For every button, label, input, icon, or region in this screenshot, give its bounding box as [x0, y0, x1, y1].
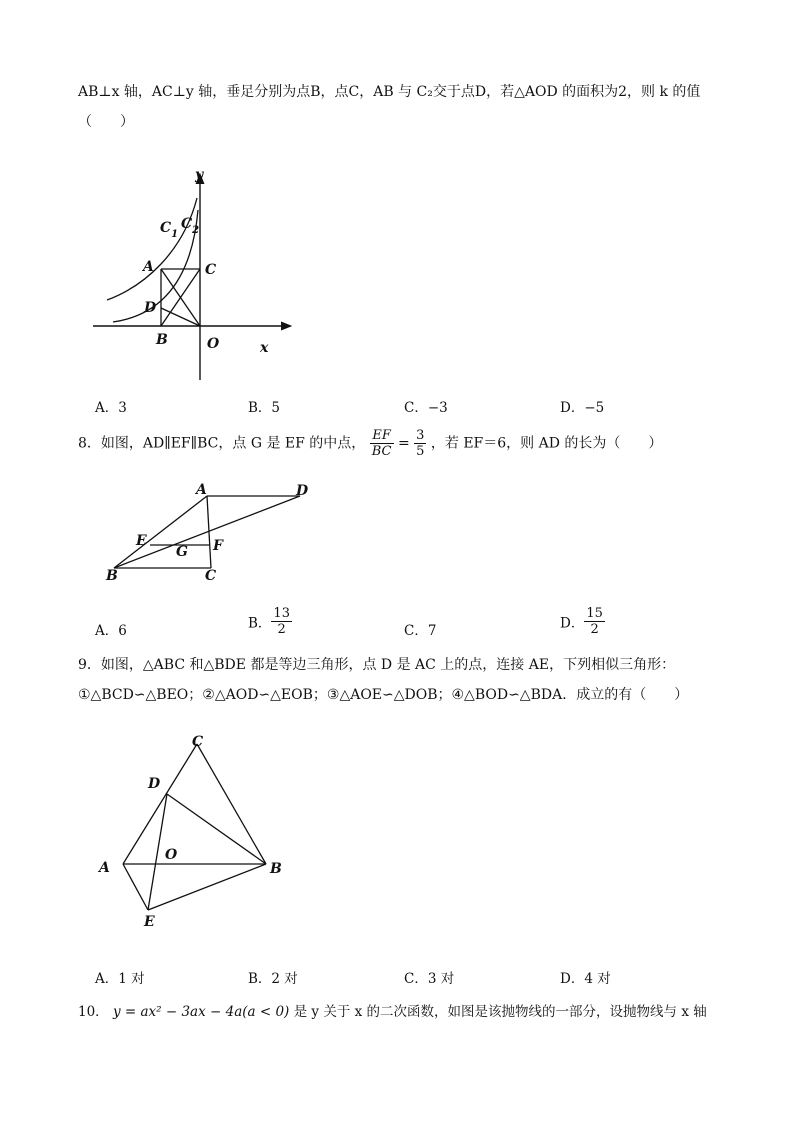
q10-body: 是 y 关于 x 的二次函数，如图是该抛物线的一部分，设抛物线与 x 轴: [293, 1004, 707, 1020]
q9-segment-db: [167, 794, 266, 864]
q8-segment-ab: [114, 496, 207, 568]
q9-label-b: B: [270, 861, 282, 877]
q8-option-c[interactable]: C．7: [404, 623, 437, 639]
q9-option-a[interactable]: A．1 对: [95, 971, 145, 987]
q10-formula: y = ax² − 3ax − 4a(a < 0): [112, 1004, 290, 1020]
q8-ratio-fraction: $\frac{EF}{BC}$: [371, 428, 392, 459]
q8-label-b: B: [106, 568, 118, 584]
q7-label-c: C: [205, 262, 217, 278]
q9-label-o: O: [165, 847, 178, 863]
q8-label-f: F: [213, 538, 223, 554]
q7-label-o: O: [207, 336, 220, 352]
q8-value-fraction: $\frac{3}{5}$: [416, 428, 425, 459]
q10-text: [78, 1002, 707, 1022]
q9-figure: [90, 728, 300, 938]
q7-label-a: A: [143, 259, 154, 275]
q10-number: 10．: [78, 1004, 109, 1020]
q7-text-line1: AB⊥x 轴，AC⊥y 轴，垂足分别为点B，点C，AB 与 C₂交于点D，若△AOD 的面积为2，则 k 的值: [78, 84, 701, 100]
q9-option-d[interactable]: D．4 对: [560, 971, 611, 987]
q7-label-c2: $C_2$: [181, 216, 200, 236]
q9-text-line1: 9．如图，△ABC 和△BDE 都是等边三角形，点 D 是 AC 上的点，连接 AE，下列相似三角形：: [78, 657, 676, 673]
q7-text-line2: （ ）: [78, 114, 134, 130]
q9-option-b[interactable]: B．2 对: [248, 971, 298, 987]
q8-figure: [100, 478, 320, 588]
q7-label-y: y: [195, 167, 204, 183]
q7-label-d: D: [144, 300, 157, 316]
q9-label-c: C: [192, 734, 204, 750]
q8-label-d: D: [296, 483, 309, 499]
q9-label-e: E: [144, 914, 155, 930]
q9-label-a: A: [99, 860, 110, 876]
q9-text-line2: ①△BCD∽△BEO；②△AOD∽△EOB；③△AOE∽△DOB；④△BOD∽△BDA．成立的有（ ）: [78, 687, 689, 703]
q7-label-b: B: [156, 332, 168, 348]
q7-option-c[interactable]: C．−3: [404, 400, 448, 416]
q9-label-d: D: [148, 776, 161, 792]
q8-label-g: G: [176, 544, 188, 560]
q7-label-c1: $C_1$: [160, 220, 179, 240]
q9-segment-ac: [123, 744, 197, 864]
q9-segment-cb: [197, 744, 266, 864]
q8-option-a[interactable]: A．6: [95, 623, 127, 639]
q7-figure: [85, 160, 305, 385]
q8-label-a: A: [196, 482, 207, 498]
q9-option-c[interactable]: C．3 对: [404, 971, 455, 987]
q8-prefix: 8．如图，AD∥EF∥BC，点 G 是 EF 的中点，: [78, 435, 366, 452]
q8-label-e: E: [136, 533, 147, 549]
q9-segment-ae: [123, 864, 148, 910]
q7-option-d[interactable]: D．−5: [560, 400, 605, 416]
q8-equals: =: [397, 435, 410, 452]
q9-segment-eb: [148, 864, 266, 910]
q7-option-a[interactable]: A．3: [95, 400, 127, 416]
q8-option-b[interactable]: B． $\frac{13}{2}$: [248, 606, 290, 637]
q8-option-d[interactable]: D． $\frac{15}{2}$: [560, 606, 603, 637]
q7-label-x: x: [260, 340, 269, 356]
q8-text: [78, 428, 662, 459]
q8-suffix: ，若 EF＝6，则 AD 的长为（ ）: [430, 435, 663, 452]
q8-label-c: C: [205, 568, 217, 584]
q7-curve-c1: [107, 198, 200, 300]
q7-option-b[interactable]: B．5: [248, 400, 281, 416]
